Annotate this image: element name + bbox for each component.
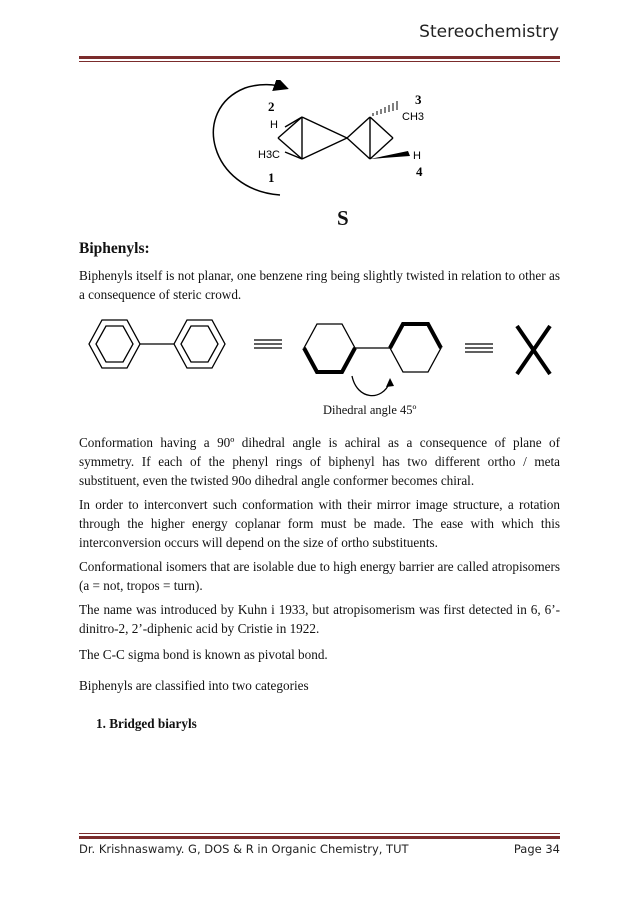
section-heading: Biphenyls: [79, 240, 150, 257]
footer-author: Dr. Krishnaswamy. G, DOS & R in Organic Chemistry, TUT [79, 842, 409, 856]
paragraph-1: Biphenyls itself is not planar, one benzene ring being slightly twisted in relation to other as a consequence of steric crowd. [79, 268, 560, 302]
page-number: Page 34 [513, 842, 560, 856]
paragraph-2: Conformation having a 90º dihedral angle is achiral as a consequence of plane of symmetry. If each of the phenyl rings of biphenyl has two different ortho / meta substituent, even the twisted 90o dihedral angle conformer becomes chiral. [79, 435, 560, 488]
equivalence-sign-1 [254, 340, 282, 348]
newman-cross [517, 326, 550, 374]
label-4: 4 [416, 164, 423, 179]
dihedral-arrow [352, 376, 390, 396]
biphenyl-figure [72, 312, 562, 402]
page-footer [79, 842, 560, 856]
paragraph-3: In order to interconvert such conformation with their mirror image structure, a rotation through the higher energy coplanar form must be made. The ease with which this interconversion occurs will depend on the size of ortho substituents. [79, 497, 560, 550]
atom-h3c: H3C [258, 149, 281, 161]
header-rule-thin [79, 61, 560, 62]
list-item-bridged-biaryls: 1. Bridged biaryls [96, 716, 197, 731]
paragraph-7: Biphenyls are classified into two categories [79, 678, 309, 693]
hash-bond [373, 101, 397, 116]
dihedral-caption: Dihedral angle 45º [323, 403, 417, 417]
planar-biphenyl [89, 320, 225, 368]
twisted-biphenyl [304, 324, 441, 372]
atom-h-left: H [270, 119, 278, 131]
configuration-label: S [337, 206, 349, 230]
paragraph-4: Conformational isomers that are isolable due to high energy barrier are called atropisomers (a = not, tropos = turn). [79, 559, 560, 593]
label-2: 2 [268, 99, 275, 114]
atom-ch3: CH3 [402, 111, 425, 123]
paragraph-6: The C-C sigma bond is known as pivotal bond. [79, 647, 328, 662]
spiro-structure-figure [190, 80, 470, 220]
page-header-title: Stereochemistry [419, 22, 559, 42]
atom-h-right: H [413, 150, 421, 162]
label-3: 3 [415, 92, 422, 107]
header-rule-thick [79, 56, 560, 59]
footer-rule-thick [79, 836, 560, 839]
rotation-arrow [213, 85, 286, 195]
label-1: 1 [268, 170, 275, 185]
paragraph-5: The name was introduced by Kuhn i 1933, but atropisomerism was first detected in 6, 6’-dinitro-2, 2’-diphenic acid by Cristie in 1922. [79, 602, 560, 636]
equivalence-sign-2 [465, 344, 493, 352]
footer-rule-thin [79, 833, 560, 834]
wedge-bond [370, 151, 410, 159]
